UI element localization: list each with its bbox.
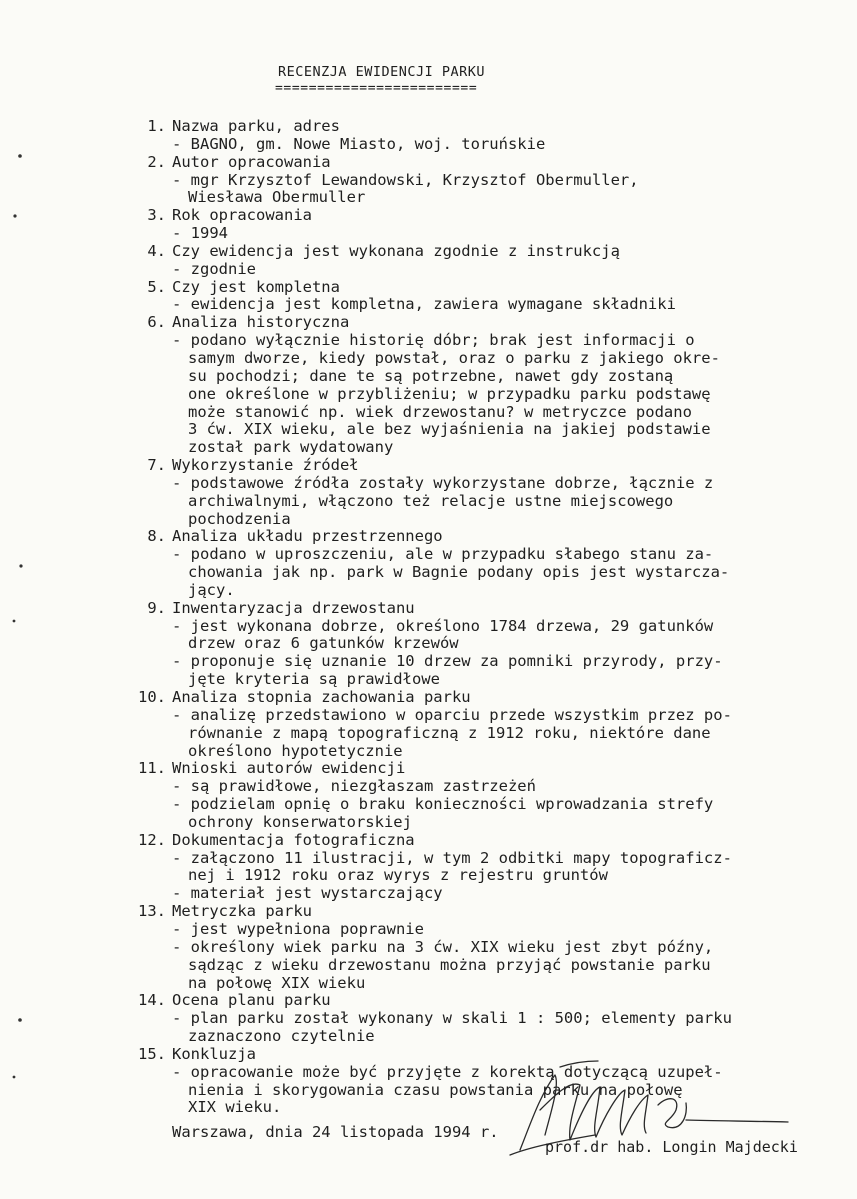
item-answer-continuation: XIX wieku.: [188, 1098, 282, 1117]
item-answer-continuation: one określone w przybliżeniu; w przypadku parku podstawę: [188, 384, 711, 403]
item-answer: - podstawowe źródła zostały wykorzystane dobrze, łącznie z: [172, 473, 714, 492]
item-answer-continuation: może stanowić np. wiek drzewostanu? w metryczce podano: [188, 402, 692, 421]
review-item: [0, 832, 857, 903]
item-answer: - podano wyłącznie historię dóbr; brak jest informacji o: [172, 331, 695, 350]
item-answer-continuation: drzew oraz 6 gatunków krzewów: [188, 634, 459, 653]
item-answer-continuation: jący.: [188, 580, 235, 599]
item-answer: - analizę przedstawiono w oparciu przede wszystkim przez po-: [172, 705, 732, 724]
item-answer: - opracowanie może być przyjęte z korektą dotyczącą uzupeł-: [172, 1062, 723, 1081]
item-heading: Nazwa parku, adres: [172, 117, 340, 135]
item-answer: - mgr Krzysztof Lewandowski, Krzysztof Obermuller,: [172, 170, 639, 189]
review-item: [0, 903, 857, 992]
item-answer: - są prawidłowe, niezgłaszam zastrzeżeń: [172, 777, 536, 796]
item-heading: Analiza stopnia zachowania parku: [172, 688, 471, 706]
item-number: 12.: [138, 830, 166, 849]
review-item: [0, 314, 857, 457]
item-answer: - BAGNO, gm. Nowe Miasto, woj. toruńskie: [172, 134, 546, 153]
review-item: [0, 992, 857, 1046]
item-answer: - zgodnie: [172, 259, 256, 278]
review-item: [0, 207, 857, 243]
item-heading: Analiza historyczna: [172, 313, 350, 332]
item-answer-continuation: Wiesława Obermuller: [188, 188, 366, 207]
review-item: [0, 118, 857, 154]
item-heading: Czy ewidencja jest wykonana zgodnie z instrukcją: [172, 241, 620, 260]
item-number: 8.: [147, 527, 166, 546]
item-answer-continuation: 3 ćw. XIX wieku, ale bez wyjaśnienia na jakiej podstawie: [188, 420, 711, 439]
item-answer-continuation: samym dworze, kiedy powstał, oraz o parku z jakiego okre-: [188, 348, 720, 367]
item-answer: - podzielam opnię o braku konieczności wprowadzania strefy: [172, 795, 714, 814]
item-heading: Autor opracowania: [172, 152, 331, 171]
review-item: [0, 760, 857, 831]
item-answer-continuation: pochodzenia: [188, 509, 291, 528]
item-answer-continuation: równanie z mapą topograficzną z 1912 roku, niektóre dane: [188, 723, 711, 742]
item-answer-continuation: nienia i skorygowania czasu powstania parku na połowę: [188, 1080, 683, 1099]
signer-name: prof.dr hab. Longin Majdecki: [545, 1138, 798, 1156]
item-number: 2.: [147, 152, 166, 171]
item-heading: Wnioski autorów ewidencji: [172, 759, 406, 778]
item-number: 15.: [138, 1044, 166, 1063]
item-answer: - załączono 11 ilustracji, w tym 2 odbitki mapy topograficz-: [172, 848, 732, 867]
item-answer-continuation: archiwalnymi, włączono też relacje ustne miejscowego: [188, 491, 674, 510]
item-answer: - ewidencja jest kompletna, zawiera wymagane składniki: [172, 295, 676, 314]
item-number: 9.: [147, 598, 166, 617]
item-answer-continuation: określono hypotetycznie: [188, 741, 403, 760]
margin-punch-marks: [0, 0, 40, 1199]
item-answer-continuation: nej i 1912 roku oraz wyrys z rejestru gruntów: [188, 866, 608, 885]
item-heading: Ocena planu parku: [172, 991, 331, 1010]
item-heading: Inwentaryzacja drzewostanu: [172, 598, 415, 617]
review-item: [0, 600, 857, 689]
place-and-date: Warszawa, dnia 24 listopada 1994 r.: [172, 1123, 499, 1141]
item-heading: Rok opracowania: [172, 206, 312, 225]
title-underline: ========================: [275, 81, 478, 96]
item-answer-continuation: sądząc z wieku drzewostanu można przyjąć powstanie parku: [188, 955, 711, 974]
item-answer: - 1994: [172, 224, 228, 243]
item-number: 6.: [147, 313, 166, 332]
item-answer-continuation: chowania jak np. park w Bagnie podany opis jest wystarcza-: [188, 563, 730, 582]
document-title: RECENZJA EWIDENCJI PARKU: [278, 64, 486, 80]
item-answer: - plan parku został wykonany w skali 1 : 500; elementy parku: [172, 1009, 732, 1028]
review-item: [0, 689, 857, 760]
item-number: 1.: [147, 117, 166, 135]
item-answer: - podano w uproszczeniu, ale w przypadku słabego stanu za-: [172, 545, 714, 564]
item-answer: - materiał jest wystarczający: [172, 884, 443, 903]
item-answer-continuation: jęte kryteria są prawidłowe: [188, 670, 440, 689]
item-number: 3.: [147, 206, 166, 225]
item-answer-continuation: został park wydatowany: [188, 438, 394, 457]
review-item: [0, 528, 857, 599]
review-items: [0, 118, 857, 1117]
item-answer: - określony wiek parku na 3 ćw. XIX wieku jest zbyt późny,: [172, 937, 714, 956]
item-number: 7.: [147, 456, 166, 475]
item-number: 13.: [138, 902, 166, 921]
item-answer: - jest wykonana dobrze, określono 1784 drzewa, 29 gatunków: [172, 616, 714, 635]
item-number: 5.: [147, 277, 166, 296]
item-number: 14.: [138, 991, 166, 1010]
item-answer-continuation: na połowę XIX wieku: [188, 973, 366, 992]
item-number: 11.: [138, 759, 166, 778]
review-item: [0, 457, 857, 528]
item-heading: Czy jest kompletna: [172, 277, 340, 296]
item-answer-continuation: su pochodzi; dane te są potrzebne, nawet gdy zostaną: [188, 366, 674, 385]
review-item: [0, 279, 857, 315]
item-heading: Konkluzja: [172, 1044, 256, 1063]
review-item: [0, 154, 857, 208]
item-number: 10.: [138, 688, 166, 706]
item-answer: - proponuje się uznanie 10 drzew za pomniki przyrody, przy-: [172, 652, 723, 671]
item-heading: Analiza układu przestrzennego: [172, 527, 443, 546]
item-heading: Metryczka parku: [172, 902, 312, 921]
item-heading: Wykorzystanie źródeł: [172, 456, 359, 475]
review-item: [0, 243, 857, 279]
item-answer-continuation: zaznaczono czytelnie: [188, 1027, 375, 1046]
item-number: 4.: [147, 241, 166, 260]
item-heading: Dokumentacja fotograficzna: [172, 830, 415, 849]
item-answer-continuation: ochrony konserwatorskiej: [188, 812, 412, 831]
item-answer: - jest wypełniona poprawnie: [172, 919, 424, 938]
